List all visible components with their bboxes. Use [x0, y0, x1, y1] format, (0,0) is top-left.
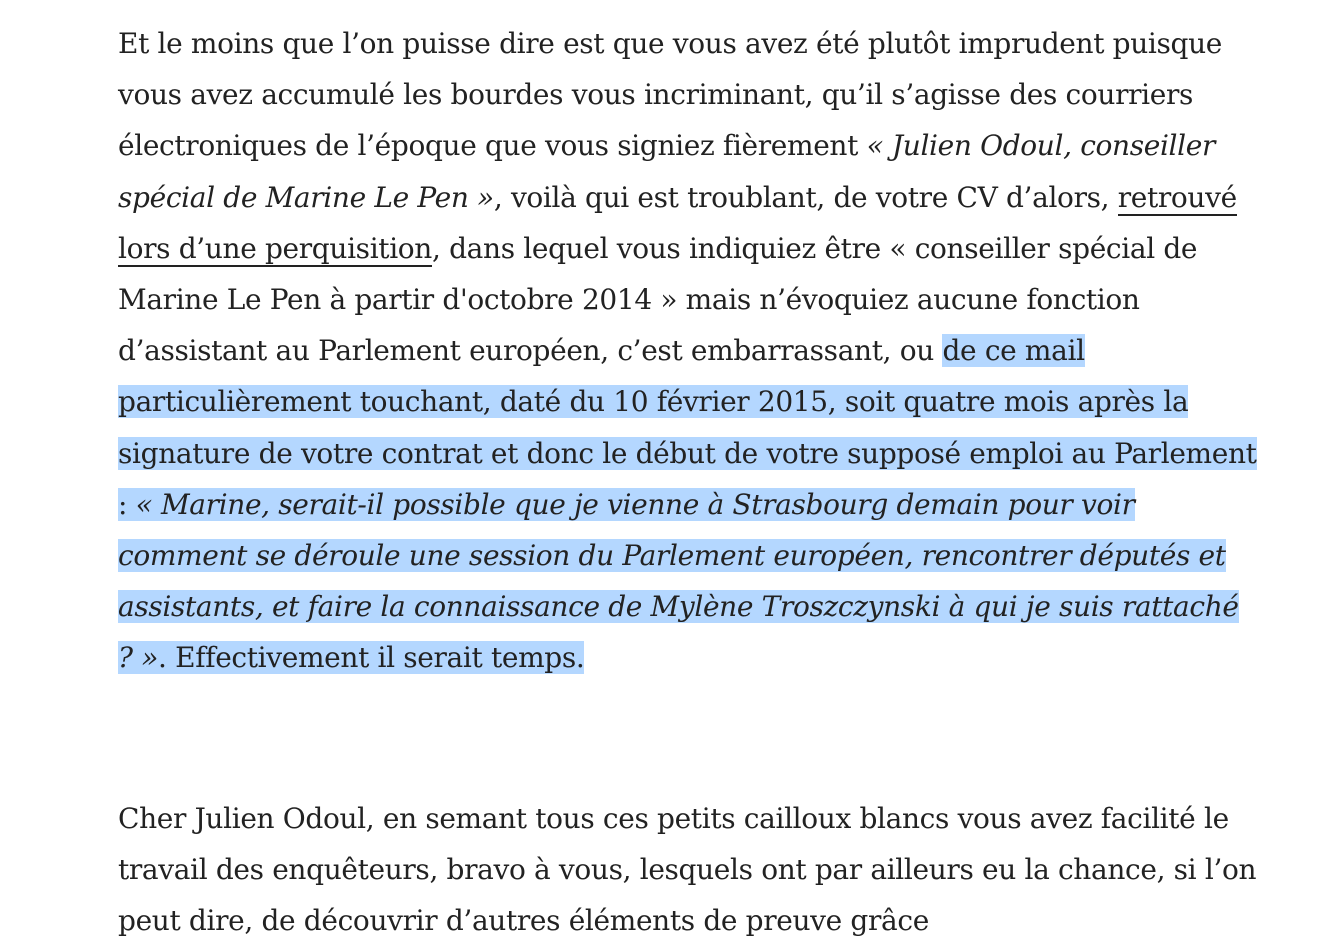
selected-email-quote: « Marine, serait-il possible que je vienne à Strasbourg demain pour voir comment se déroule une session du Parlement européen, rencontrer députés et assistants, et faire la connaissance de Mylène Troszczynski à qui je suis rattaché ? »: [118, 487, 1239, 675]
selected-text-a: de ce mail particulièrement touchant, daté du 10 février 2015, soit quatre mois après la signature de votre contrat et donc le début de votre supposé emploi au Parlement :: [118, 334, 1257, 521]
paragraph-1[interactable]: [118, 18, 1258, 684]
article-body: [118, 18, 1258, 938]
paragraph-1-text-c: , dans lequel vous indiquiez être « conseiller spécial de Marine Le Pen à partir d'octobre 2014 » mais n’évoquiez aucune fonction d’assistant au Parlement européen, c’est embarrassant, ou: [118, 231, 1198, 368]
paragraph-1-text-b: , voilà qui est troublant, de votre CV d’alors,: [493, 180, 1118, 214]
perquisition-link[interactable]: retrouvé lors d’une perquisition: [118, 180, 1237, 265]
paragraph-1-text-a: Et le moins que l’on puisse dire est que vous avez été plutôt imprudent puisque vous avez accumulé les bourdes vous incriminant, qu’il s’agisse des courriers électroniques de l’époque que vous signiez fièrement: [118, 27, 1222, 163]
selected-text-b: . Effectivement il serait temps.: [158, 641, 585, 675]
signature-quote: « Julien Odoul, conseiller spécial de Marine Le Pen »: [118, 129, 1216, 214]
paragraph-2[interactable]: Cher Julien Odoul, en semant tous ces petits cailloux blancs vous avez facilité le travail des enquêteurs, bravo à vous, lesquels ont par ailleurs eu la chance, si l’on peut dire, de découvrir d’autres éléments de preuve grâce: [118, 802, 1257, 938]
